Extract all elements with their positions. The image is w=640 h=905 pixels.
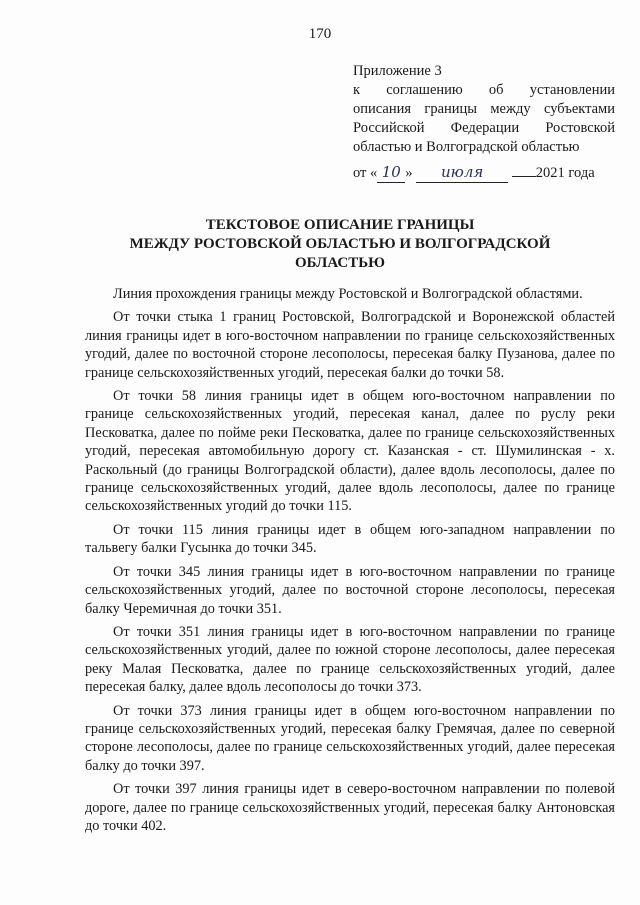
- page-number: 170: [308, 26, 332, 42]
- paragraph: Линия прохождения границы между Ростовской и Волгоградской областями.: [113, 286, 583, 302]
- document-body: [85, 285, 615, 840]
- title-line: ТЕКСТОВОЕ ОПИСАНИЕ ГРАНИЦЫ: [205, 217, 475, 233]
- date-year-blank: [512, 176, 536, 177]
- document-title: [70, 216, 610, 273]
- title-line: ОБЛАСТЬЮ: [294, 255, 386, 271]
- agreement-date: [353, 163, 615, 183]
- paragraph: От точки 373 линия границы идет в общем юго-восточном направлении по границе сельскохозяйственных угодий, пересекая балку Гремячая, далее по северной стороне лесополосы, далее по границе сельскохозяйственных угодий, далее пересекая балку до точки 397.: [85, 702, 615, 774]
- date-prefix: от «: [353, 165, 378, 181]
- appendix-line: к соглашению об установлении: [353, 82, 615, 98]
- paragraph: От точки стыка 1 границ Ростовской, Волгоградской и Воронежской областей линия границы идет в юго-восточном направлении по границе сельскохозяйственных угодий, далее по восточной стороне лесополосы, пересекая балку Пузанова, далее по границе сельскохозяйственных угодий, пересекая балки до точки 58.: [85, 309, 615, 381]
- paragraph: От точки 351 линия границы идет в юго-восточном направлении по границе сельскохозяйственных угодий, далее по южной стороне лесополосы, далее пересекая реку Малая Песковатка, далее по границе сельскохозяйственных угодий, далее пересекая балку, далее вдоль лесополосы до точки 373.: [85, 623, 615, 696]
- title-line: МЕЖДУ РОСТОВСКОЙ ОБЛАСТЬЮ И ВОЛГОГРАДСКОЙ: [129, 236, 551, 252]
- date-month: июля: [440, 163, 484, 181]
- paragraph: От точки 115 линия границы идет в общем юго-западном направлении по тальвегу балки Гусынка до точки 345.: [85, 521, 615, 557]
- date-day: 10: [381, 163, 401, 181]
- paragraph: От точки 397 линия границы идет в северо-восточном направлении по полевой дороге, далее по границе сельскохозяйственных угодий, пересекая балку Антоновская до точки 402.: [85, 781, 615, 834]
- appendix-line: Российской Федерации Ростовской: [353, 120, 615, 136]
- date-day-field: [377, 163, 405, 183]
- appendix-line: областью и Волгоградской областью: [353, 139, 580, 155]
- paragraph: От точки 345 линия границы идет в юго-восточном направлении по границе сельскохозяйственных угодий, далее по восточной стороне лесополосы, пересекая балку Черемичная до точки 351.: [85, 563, 615, 617]
- date-year: 2021 года: [535, 165, 595, 181]
- appendix-block: [353, 62, 615, 157]
- appendix-line: описания границы между субъектами: [353, 101, 615, 117]
- date-month-field: [416, 163, 508, 183]
- appendix-title: Приложение 3: [353, 63, 442, 79]
- paragraph: От точки 58 линия границы идет в общем юго-восточном направлении по границе сельскохозяйственных угодий, пересекая канал, далее по руслу реки Песковатка, далее по пойме реки Песковатка, далее по границе сельскохозяйственных угодий, пересекая автомобильную дорогу ст. Казанская - ст. Шумилинская - х. Раскольный (до границы Волгоградской области), далее вдоль лесополосы, далее по границе сельскохозяйственных угодий, далее вдоль лесополосы, далее по границе сельскохозяйственных угодий до точки 115.: [85, 388, 615, 515]
- date-close-quote: »: [405, 165, 413, 181]
